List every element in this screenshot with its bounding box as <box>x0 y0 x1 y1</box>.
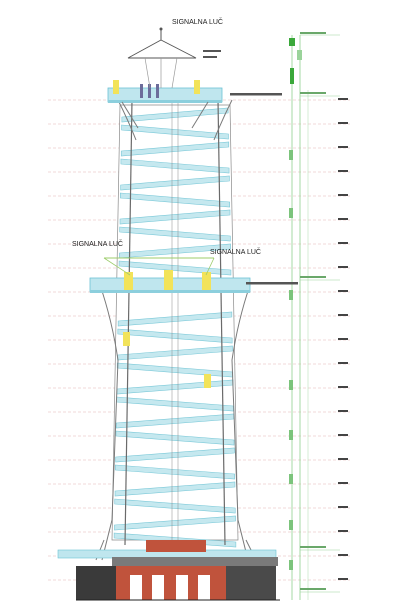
level-mark <box>338 266 348 268</box>
level-mark <box>338 194 348 196</box>
level-mark <box>338 314 348 316</box>
level-mark <box>338 578 348 580</box>
elevation-note-mark <box>300 32 326 34</box>
level-mark <box>338 386 348 388</box>
elevation-note-mark <box>300 588 326 590</box>
elevation-note-mark <box>300 546 326 548</box>
top-signal-light-label: SIGNALNA LUČ <box>172 19 223 26</box>
level-mark <box>338 122 348 124</box>
tower-shaft <box>112 100 238 547</box>
level-mark <box>338 530 348 532</box>
canopy-note-mark <box>203 56 217 58</box>
level-mark <box>338 218 348 220</box>
canopy-note-mark <box>203 50 221 52</box>
dimension-chain <box>289 35 340 600</box>
signal-mast-canopy <box>128 28 196 89</box>
level-mark <box>338 506 348 508</box>
elevation-note-mark <box>300 276 326 278</box>
level-mark <box>338 146 348 148</box>
level-mark <box>338 554 348 556</box>
level-mark <box>338 410 348 412</box>
level-mark <box>338 482 348 484</box>
level-mark <box>338 362 348 364</box>
level-mark <box>338 242 348 244</box>
mid-signal-light-right-label: SIGNALNA LUČ <box>210 249 261 256</box>
base-building <box>58 540 280 600</box>
level-mark <box>338 434 348 436</box>
mid-signal-light-left-label: SIGNALNA LUČ <box>72 241 123 248</box>
level-mark <box>338 170 348 172</box>
level-mark <box>338 458 348 460</box>
level-mark <box>338 98 348 100</box>
level-mark <box>338 338 348 340</box>
elevation-note-mark <box>300 92 326 94</box>
deck-note-mark <box>230 93 282 96</box>
level-mark <box>338 290 348 292</box>
deck-note-mark <box>246 282 298 285</box>
